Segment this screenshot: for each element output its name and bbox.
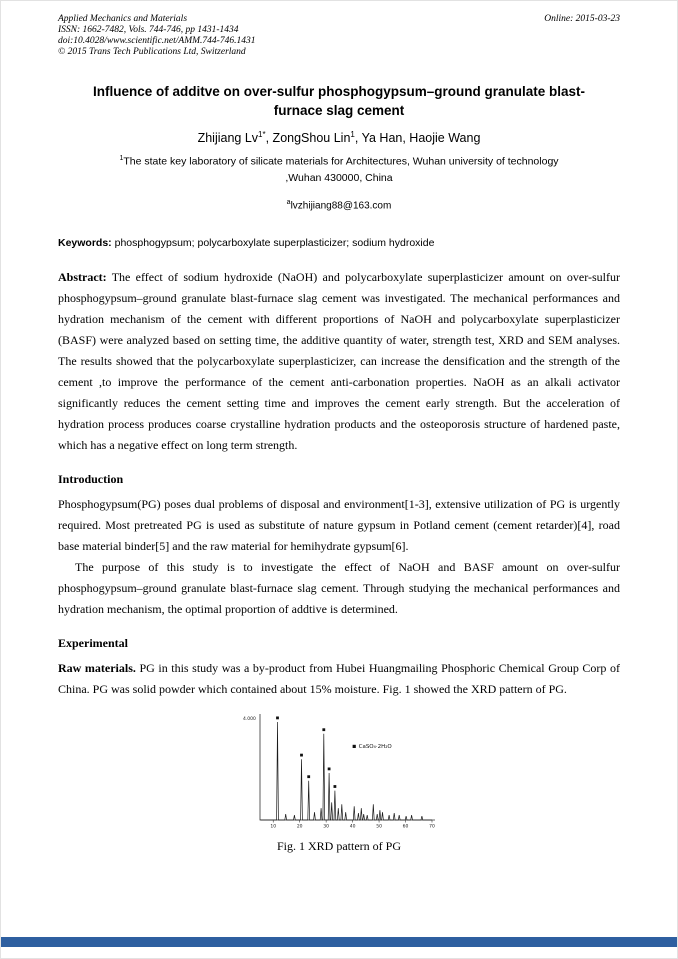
section-heading-experimental: Experimental	[58, 635, 128, 650]
svg-text:60: 60	[402, 824, 408, 830]
raw-materials-paragraph	[58, 658, 620, 700]
author-name: Zhijiang Lv	[197, 131, 259, 146]
email-superscript: a	[286, 198, 291, 206]
journal-issn: ISSN: 1662-7482, Vols. 744-746, pp 1431-1434	[58, 25, 239, 35]
author-superscript: 1*	[258, 130, 266, 139]
email-address: lvzhijiang88@163.com	[290, 199, 392, 211]
introduction-paragraph-1: Phosphogypsum(PG) poses dual problems of disposal and environment[1-3], extensive utilization of PG is urgently required. Most pretreated PG is used as substitute of nature gypsum in Potland cement (cement retarder)[4], road base material binder[5] and the raw material for hemihydrate gypsum[6].	[58, 496, 620, 553]
journal-title: Applied Mechanics and Materials	[58, 14, 188, 24]
svg-text:CaSO₄·2H₂O: CaSO₄·2H₂O	[358, 743, 392, 750]
author-name: , Ya Han, Haojie Wang	[354, 131, 481, 146]
masthead	[58, 14, 620, 58]
xrd-plot	[242, 710, 437, 832]
keywords-line	[58, 237, 620, 249]
svg-text:40: 40	[349, 824, 355, 830]
svg-text:50: 50	[375, 824, 382, 830]
svg-text:20: 20	[296, 824, 303, 830]
introduction-paragraph-2: The purpose of this study is to investigate the effect of NaOH and BASF amount on over-sulfur phosphogypsum–ground granulate blast-furnace slag cement. Through studying the mechanical performances and hydration mechanism, the optimal proportion of addtive is determined.	[58, 559, 620, 616]
author-name: , ZongShou Lin	[265, 131, 351, 146]
email-line	[58, 199, 620, 211]
figure-1	[58, 710, 620, 854]
journal-info	[58, 14, 255, 58]
affiliation-superscript: 1	[119, 155, 124, 163]
paper-title: Influence of additve on over-sulfur phosphogypsum–ground granulate blast-furnace slag cement	[92, 84, 586, 118]
journal-copyright: © 2015 Trans Tech Publications Ltd, Switzerland	[58, 47, 246, 57]
figure-1-caption: Fig. 1 XRD pattern of PG	[277, 838, 401, 853]
abstract-label: Abstract:	[58, 269, 107, 284]
page-content	[1, 1, 677, 854]
affiliation	[114, 151, 564, 186]
svg-text:4.000: 4.000	[242, 716, 256, 722]
affiliation-text: The state key laboratory of silicate materials for Architectures, Wuhan university of technology ,Wuhan 430000, China	[123, 155, 559, 184]
section-heading-introduction: Introduction	[58, 471, 124, 486]
svg-text:70: 70	[428, 824, 435, 830]
raw-materials-text: PG in this study was a by-product from Hubei Huangmailing Phosphoric Chemical Group Corp of China. PG was solid powder which contained about 15% moisture. Fig. 1 showed the XRD pattern of PG.	[58, 660, 620, 696]
svg-text:10: 10	[269, 824, 276, 830]
footer-bar	[1, 937, 677, 947]
online-date: Online: 2015-03-23	[544, 14, 620, 24]
author-superscript: 1	[350, 130, 355, 139]
abstract-paragraph	[58, 267, 620, 456]
keywords-text: phosphogypsum; polycarboxylate superplasticizer; sodium hydroxide	[111, 236, 435, 249]
journal-doi: doi:10.4028/www.scientific.net/AMM.744-746.1431	[58, 36, 256, 46]
keywords-label: Keywords:	[58, 236, 112, 249]
raw-materials-label: Raw materials.	[58, 660, 136, 675]
abstract-text: The effect of sodium hydroxide (NaOH) and polycarboxylate superplasticizer amount on over-sulfur phosphogypsum–ground granulate blast-furnace slag cement was investigated. The mechanical performances and hydration mechanism of the cement with different proportions of NaOH and polycarboxylate superplasticizer (BASF) were analyzed based on setting time, the additive quantity of water, strength test, XRD and SEM analyses. The results showed that the polycarboxylate superplasticizer, can increase the densification and the strength of the cement ,to improve the performance of the cement anti-carbonation properties. NaOH as an alkali activator significantly reduces the cement setting time and improves the cement early strength. But the acceleration of hydration process produces coarse crystalline hydration products and the osteoporosis structure of hardened paste, which has a negative effect on long term strength.	[58, 269, 620, 452]
authors-line	[58, 130, 620, 145]
svg-text:30: 30	[322, 824, 329, 830]
